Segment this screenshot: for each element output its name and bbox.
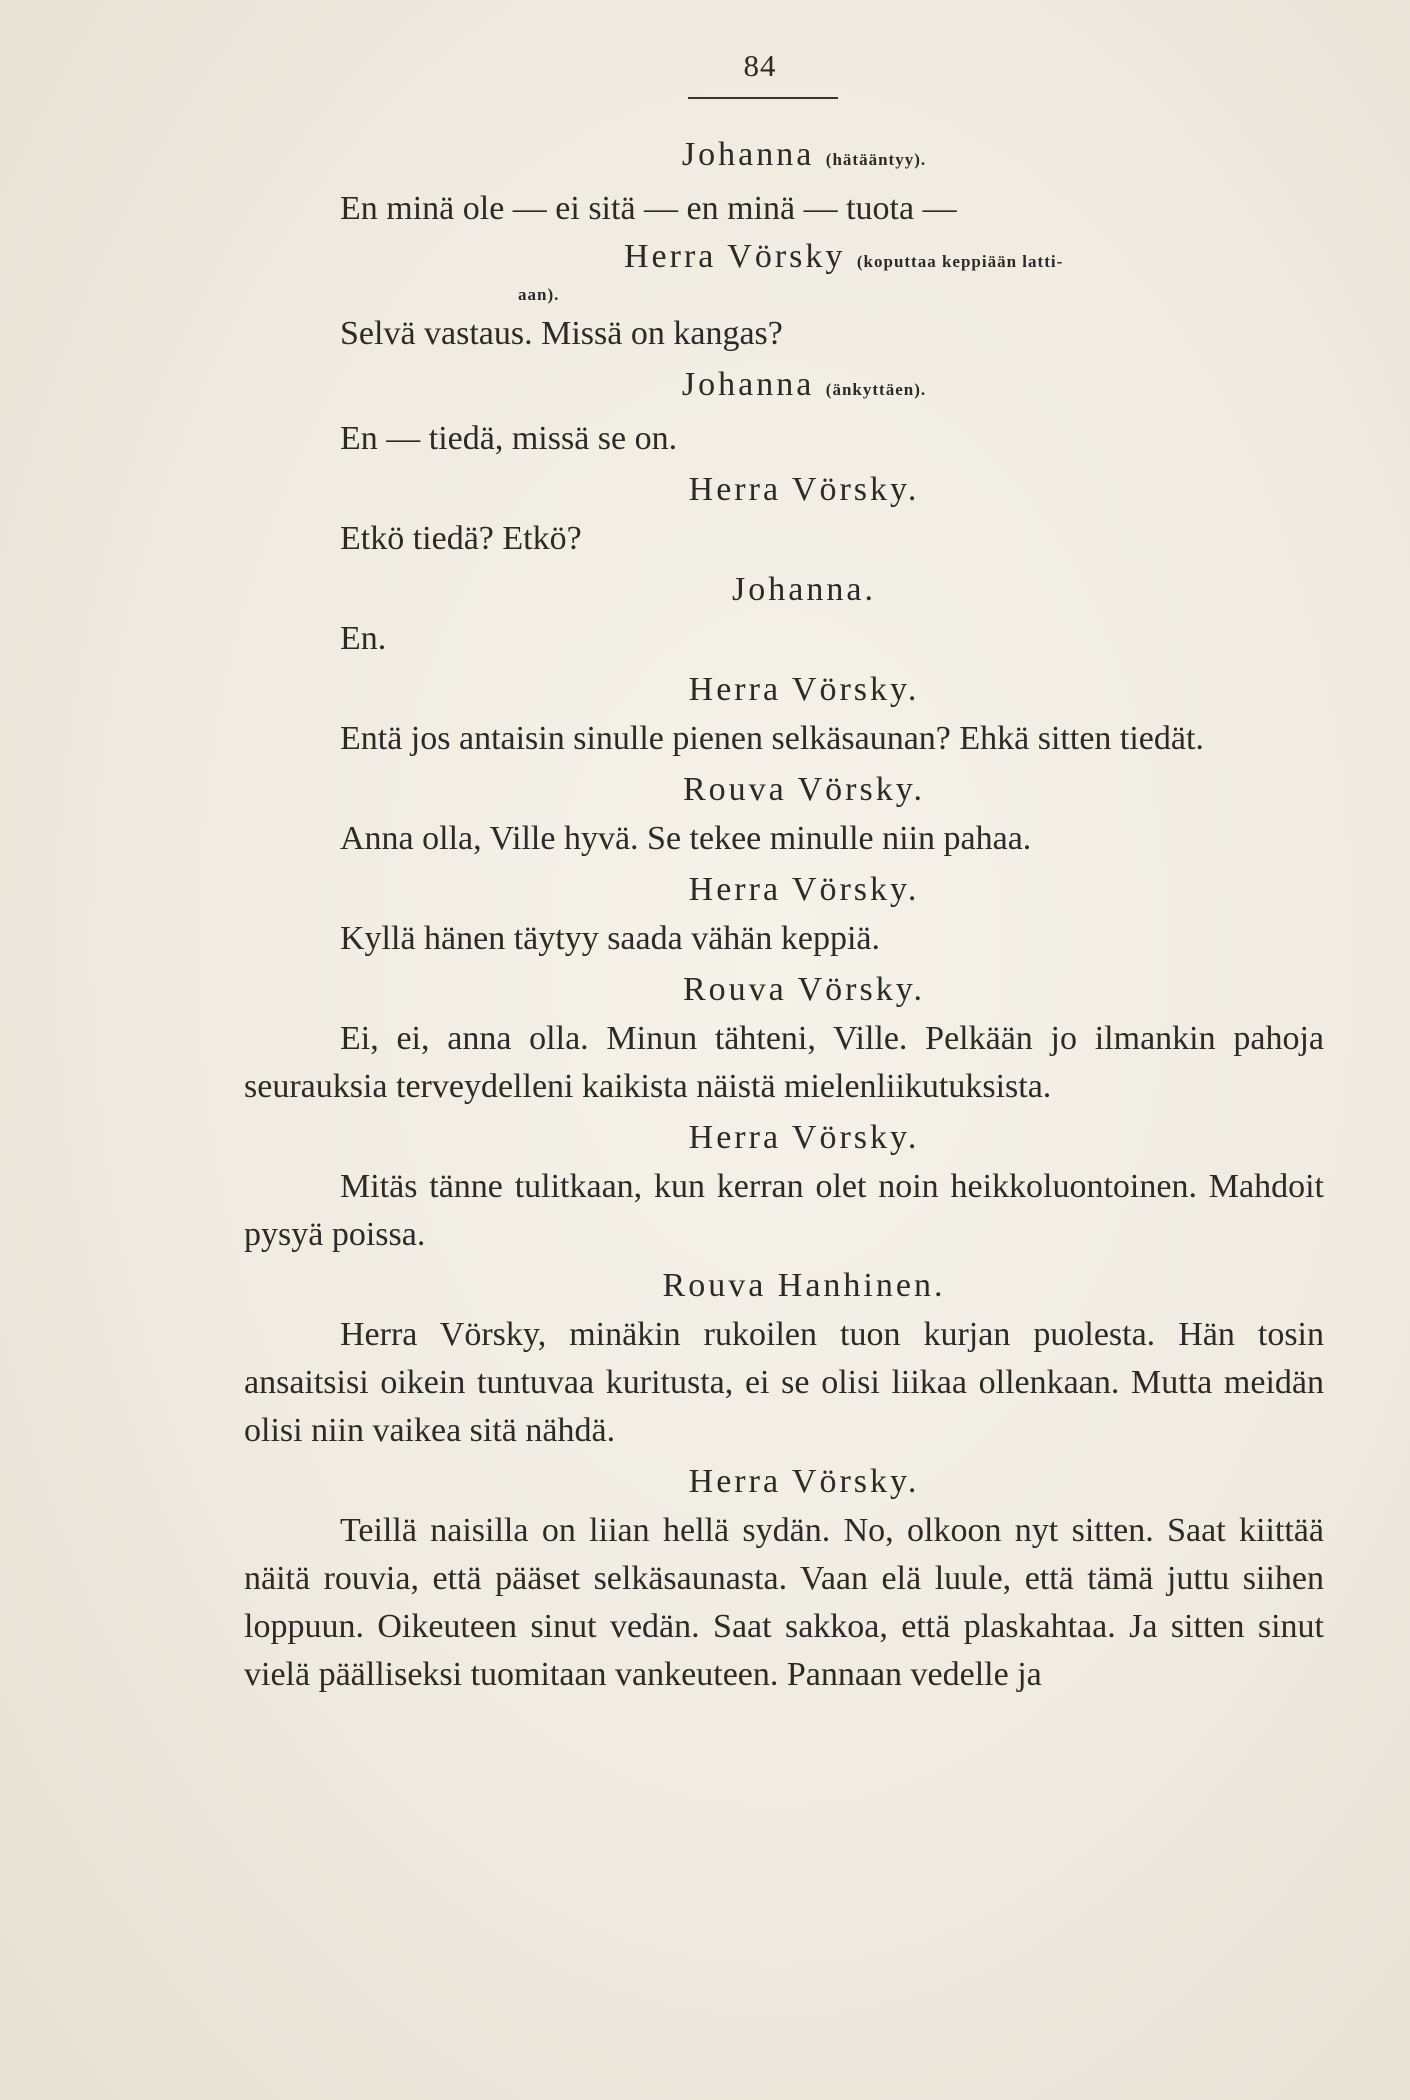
speaker-name: Herra Vörsky.	[688, 871, 920, 908]
speaker-heading	[244, 362, 1324, 413]
speech-text: Teillä naisilla on liian hellä sydän. No, olkoon nyt sitten. Saat kiittää näitä rouvia, että pääset selkäsaunasta. Vaan elä luule, että tämä juttu siihen loppuun. Oikeuteen sinut vedän. Saat sakkoa, että plaskahtaa. Ja sitten sinut vielä päälliseksi tuomitaan vankeuteen. Pannaan vedelle ja	[244, 1512, 1324, 1693]
speaker-heading	[244, 132, 1324, 183]
speech-text: Anna olla, Ville hyvä. Se tekee minulle niin pahaa.	[340, 820, 1032, 857]
play-text	[244, 132, 1324, 1699]
page-number-rule	[688, 97, 838, 99]
speaker-name: Herra Vörsky.	[688, 1463, 920, 1500]
speech-text: Kyllä hänen täytyy saada vähän keppiä.	[340, 920, 881, 957]
speech-text: En — tiedä, missä se on.	[340, 420, 678, 457]
speech-text: Ei, ei, anna olla. Minun tähteni, Ville. Pelkään jo ilmankin pahoja seurauksia terveydelleni kaikista näistä mielenliikutuksista.	[244, 1020, 1324, 1105]
speaker-name: Johanna.	[732, 571, 876, 608]
speaker-heading	[244, 1459, 1324, 1505]
speaker-heading	[244, 767, 1324, 813]
stage-direction: (änkyttäen).	[825, 380, 927, 399]
speech-text: Herra Vörsky, minäkin rukoilen tuon kurjan puolesta. Hän tosin ansaitsisi oikein tuntuvaa kuritusta, ei se olisi liikaa ollenkaan. Mutta meidän olisi niin vaikea sitä nähdä.	[244, 1316, 1324, 1449]
speaker-name: Herra Vörsky.	[688, 471, 920, 508]
speaker-name: Rouva Hanhinen.	[662, 1267, 946, 1304]
stage-direction: (koputtaa keppiään latti-	[856, 252, 1064, 271]
speech-text: En.	[340, 620, 387, 657]
page-number: 84	[743, 48, 777, 83]
speaker-name: Herra Vörsky.	[688, 671, 920, 708]
speaker-name: Johanna	[681, 366, 815, 403]
speaker-heading	[244, 467, 1324, 513]
speaker-heading	[244, 1263, 1324, 1309]
speech-text: En minä ole — ei sitä — en minä — tuota —	[340, 190, 957, 227]
speaker-name: Rouva Vörsky.	[682, 971, 926, 1008]
stage-direction-continuation: aan).	[518, 285, 560, 304]
speech-text: Selvä vastaus. Missä on kangas?	[340, 315, 783, 352]
speaker-name: Johanna	[681, 136, 815, 173]
stage-direction: (hätääntyy).	[825, 150, 927, 169]
speaker-heading	[244, 237, 1324, 308]
speaker-heading	[244, 667, 1324, 713]
speaker-heading	[244, 1115, 1324, 1161]
speech-text: Entä jos antaisin sinulle pienen selkäsaunan? Ehkä sitten tiedät.	[340, 720, 1204, 757]
speech-text: Etkö tiedä? Etkö?	[340, 520, 582, 557]
speaker-heading	[244, 567, 1324, 613]
speaker-heading	[244, 867, 1324, 913]
speaker-heading	[244, 967, 1324, 1013]
speaker-name: Rouva Vörsky.	[682, 771, 926, 808]
speaker-name: Herra Vörsky	[624, 238, 846, 275]
speech-text: Mitäs tänne tulitkaan, kun kerran olet noin heikkoluontoinen. Mahdoit pysyä poissa.	[244, 1168, 1324, 1253]
speaker-name: Herra Vörsky.	[688, 1119, 920, 1156]
